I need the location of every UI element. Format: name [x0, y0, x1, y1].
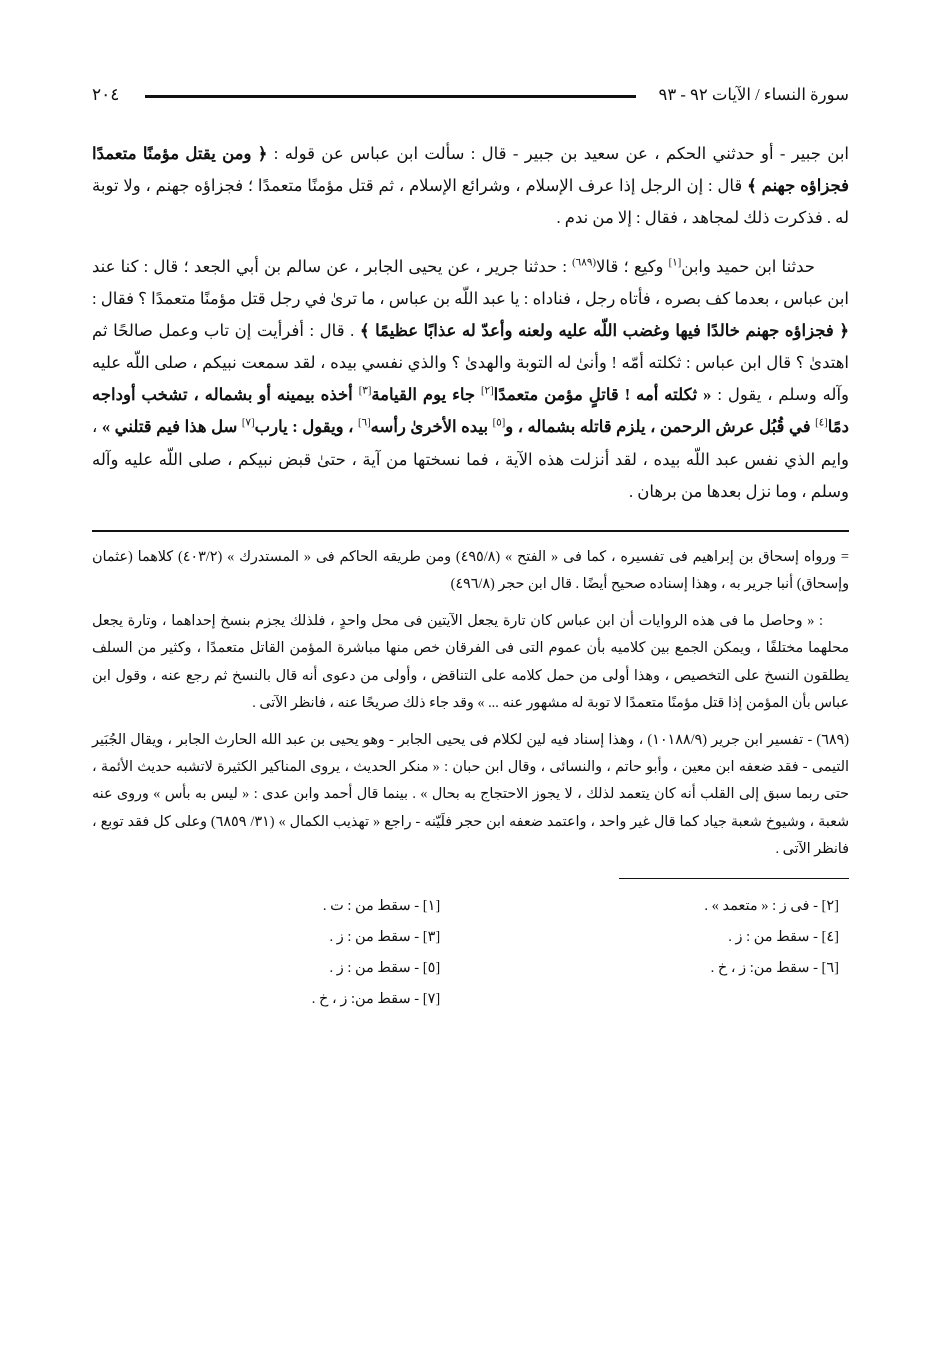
quoted-text: ﴿ ومن يقتل مؤمنًا متعمدًا فجزاؤه جهنم ﴾	[92, 144, 850, 196]
quoted-text: جاء يوم القيامة	[371, 385, 482, 405]
variant-note-7: [٧] - سقط من: ز ، خ .	[311, 991, 441, 1008]
footnote-marker: [٢]	[481, 385, 494, 397]
footnotes-section	[92, 544, 849, 864]
header-divider-rule	[145, 95, 636, 98]
footnote-separator-rule	[92, 530, 849, 532]
quoted-text: ﴿ فجزاؤه جهنم خالدًا فيها وغضب اللّه عليه ولعنه وأعدّ له عذابًا عظيمًا ﴾	[359, 320, 849, 340]
footnote-marker: [٧]	[241, 417, 255, 429]
quoted-text: سل هذا فيم قتلني »	[101, 417, 242, 437]
text-run: قال : إن الرجل إذا عرف الإسلام ، وشرائع الإسلام ، ثم قتل مؤمنًا متعمدًا ؛ فجزاؤه جهنم ، ولا توبة له . فذكرت ذلك لمجاهد ، فقال : إلا من ندم .	[92, 176, 849, 228]
variant-notes-right-column	[92, 891, 440, 1016]
variant-note-4: [٤] - سقط من : ز .	[728, 928, 839, 945]
variant-notes-section	[92, 891, 849, 1016]
text-run: ابن جبير - أو حدثني الحكم ، عن سعيد بن جبير - قال : سألت ابن عباس عن قوله :	[267, 144, 849, 163]
footnote-continued-line-2: : « وحاصل ما فى هذه الروايات أن ابن عباس كان تارة يجعل الآيتين فى محل واحدٍ ، فلذلك يجزم بنسخ إحداهما ، وتارة يجعل محلهما مختلفًا ، ويمكن الجمع بين كلاميه بأن عموم التى فى الفرقان خص منها مباشرة المؤمن القاتل متعمدًا ، وكثير من السلف يطلقون النسخ على التخصيص ، وهذا أولى من حمل كلامه على التناقض ، وأولى من دعوى أنه قال بالنسخ ثم رجع عنه ، وقول ابن عباس بأن المؤمن إذا قتل مؤمنًا متعمدًا لا توبة له مشهور عنه ... » وقد جاء ذلك صريحًا عنه ، فانظر الآتى .	[92, 612, 849, 712]
variant-note-5: [٥] - سقط من : ز .	[329, 960, 441, 977]
text-run: ، وايم الذي نفس عبد اللّه بيده ، لقد أنزلت هذه الآية ، فما نسختها من آية ، حتىٰ قبض نبيكم ، صلى اللّه عليه وآله وسلم ، وما نزل بعدها من برهان .	[92, 417, 849, 501]
variant-notes-left-column	[491, 891, 849, 1016]
footnote-marker: (٦٨٩)	[572, 257, 597, 269]
page-header	[92, 78, 849, 112]
text-run: : حدثنا جرير ، عن يحيى الجابر ، عن سالم بن أبي الجعد ؛ قال : كنا عند ابن عباس ، بعدما كف بصره ، فأتاه رجل ، فناداه : يا عبد اللّه بن عباس ، ما ترىٰ في رجل قتل مؤمنًا متعمدًا ؟ فقال :	[92, 256, 849, 308]
variant-note-2: [٢] - فى ز : « متعمد » .	[704, 897, 839, 914]
body-paragraph-1	[92, 138, 849, 235]
footnote-marker: [٦]	[358, 417, 371, 429]
text-run: حدثنا ابن حميد وابن	[681, 256, 815, 276]
footnote-marker: [٥]	[492, 417, 506, 429]
text-run: وكيع ؛ قالا	[596, 256, 669, 276]
main-body-text	[92, 138, 849, 508]
footnote-689: (٦٨٩) - تفسير ابن جرير (١٠١٨٨/٩) ، وهذا إسناد فيه لين لكلام فى يحيى الجابر - وهو يحيى بن عبد الله الحارث الجابر ، ويقال الجُبَير التيمى - فقد ضعفه ابن معين ، وأبو حاتم ، والنسائى ، وقال ابن حبان : « منكر الحديث ، يروى المناكير الكثيرة لاتشبه حديث الأئمة ، حتى ربما سبق إلى القلب أنه كان يتعمد لذلك ، لا يجوز الاحتجاج به بحال » . بينما قال أحمد وابن عدى : « ليس به بأس » وروى عنه شعبة ، وشيوخ شعبة جياد كما قال غير واحد ، واعتمد ضعفه ابن حجر فلَيّنه - راجع « تهذيب الكمال » (٣١/ ٦٨٥٩) وعلى كل فقد توبع ، فانظر الآتى .	[92, 731, 849, 858]
quoted-text: بيده الأخرىٰ رأسه	[370, 417, 493, 437]
variant-notes-separator-rule	[619, 878, 849, 879]
variant-note-6: [٦] - سقط من: ز ، خ .	[710, 960, 839, 977]
variant-note-3: [٣] - سقط من : ز .	[329, 928, 441, 945]
quoted-text: في قُبُل عرش الرحمن ، يلزم قاتله بشماله ، و	[505, 417, 816, 437]
quoted-text: « ثكلته أمه ! قاتلٍ مؤمن متعمدًا	[493, 385, 712, 405]
footnote-continued-line-1: = ورواه إسحاق بن إبراهيم فى تفسيره ، كما فى « الفتح » (٤٩٥/٨) ومن طريقه الحاكم فى « المستدرك » (٤٠٣/٢) كلاهما (عثمان وإسحاق) أنبا جرير به ، وهذا إسناده صحيح أيضًا . قال ابن حجر (٤٩٦/٨)	[92, 548, 849, 593]
quoted-text: أخذه بيمينه أو بشماله ، تشخب أوداجه دمًا	[92, 385, 849, 437]
variant-note-1: [١] - سقط من : ت .	[322, 897, 441, 914]
body-paragraph-2	[92, 251, 849, 508]
text-run: . قال : أفرأيت إن تاب وعمل صالحًا ثم اهتدىٰ ؟ قال ابن عباس : ثكلته أمّه ! وأنىٰ له التوبة والهدىٰ ؟ والذي نفسي بيده ، لقد سمعت نبيكم ، صلى اللّه عليه وآله وسلم ، يقول :	[92, 320, 849, 405]
footnote-marker: [٣]	[358, 385, 372, 397]
footnote-marker: [١]	[668, 257, 682, 269]
running-head-title: سورة النساء / الآيات ٩٢ - ٩٣	[658, 85, 849, 104]
quoted-text: ، ويقول : يارب	[254, 417, 359, 437]
footnote-marker: [٤]	[815, 417, 828, 429]
page-number: ٢٠٤	[92, 85, 120, 104]
